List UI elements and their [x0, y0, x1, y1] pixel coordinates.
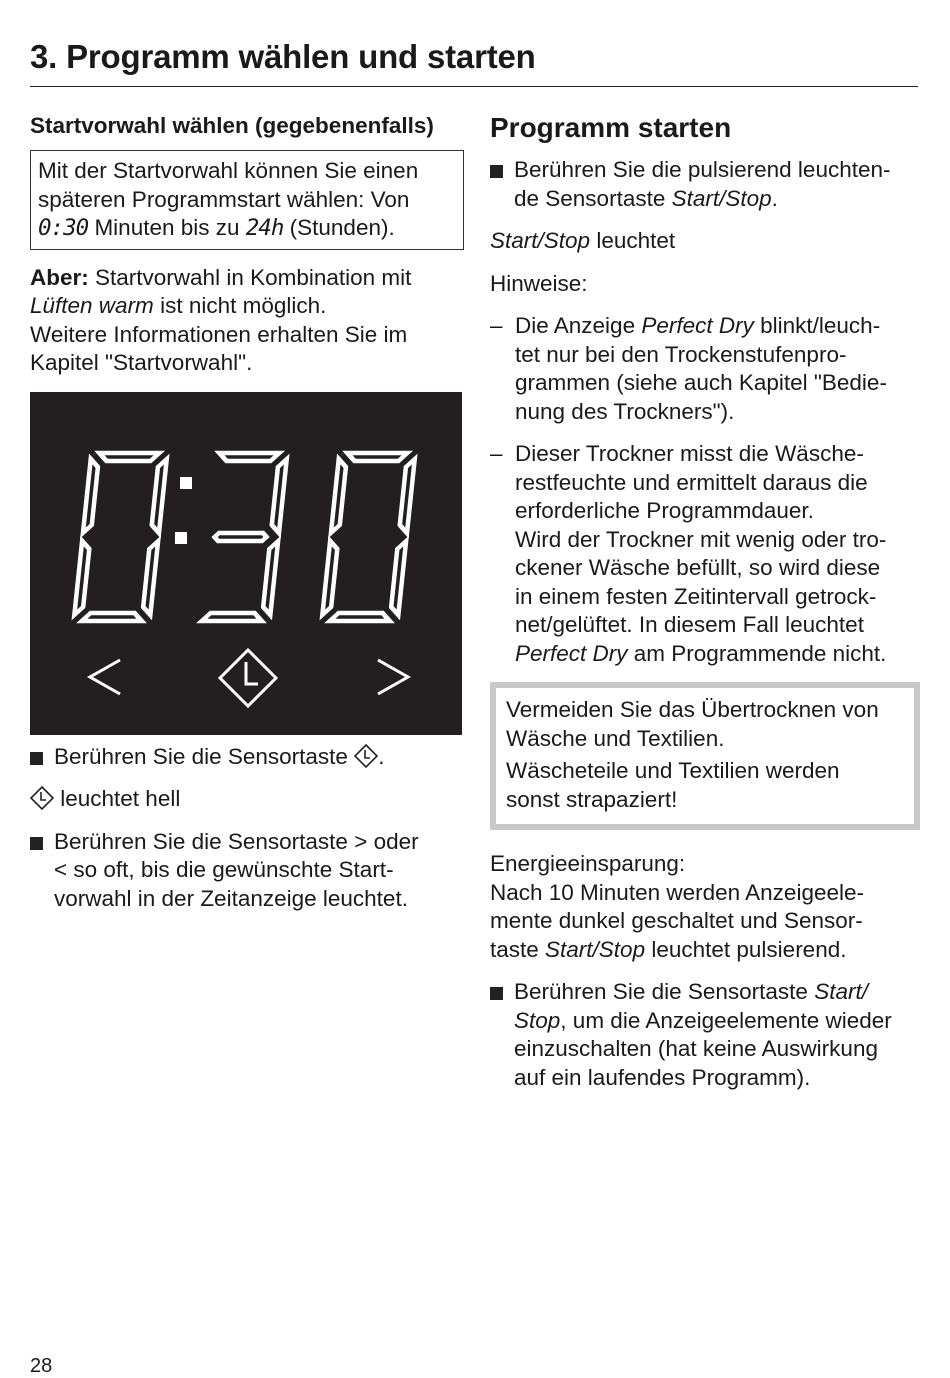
- text: Berühren Sie die Sensortaste: [514, 979, 815, 1004]
- text: in einem festen Zeitintervall getrock-: [515, 583, 877, 609]
- chevron-left-icon: [90, 660, 120, 694]
- control-panel-display: [30, 392, 462, 735]
- energy-paragraph: [490, 850, 920, 964]
- right-column: [490, 112, 920, 1106]
- bullet-square-icon: [490, 978, 514, 1092]
- instruction-bullet: [30, 743, 464, 772]
- text: Die Anzeige: [515, 313, 642, 338]
- info-line: Minuten bis zu: [88, 215, 246, 240]
- indicator-name: Perfect Dry: [641, 313, 754, 338]
- text: ckener Wäsche befüllt, so wird diese: [515, 555, 881, 580]
- text: nung des Trockners").: [515, 398, 735, 424]
- page-title: 3. Programm wählen und starten: [30, 38, 536, 75]
- greater-than-symbol: >: [354, 828, 368, 854]
- warning-text: [506, 696, 904, 753]
- text: ist nicht möglich.: [153, 293, 327, 318]
- text: sonst strapaziert!: [506, 786, 678, 812]
- text: Wäscheteile und Textilien werden: [506, 758, 840, 783]
- text: blinkt/leuch-: [753, 313, 881, 338]
- clock-diamond-icon: [30, 786, 54, 810]
- title-divider: [30, 86, 918, 87]
- text: Startvorwahl in Kombination mit: [88, 264, 412, 290]
- info-line: späteren Programmstart wählen: Von: [38, 186, 410, 212]
- clock-diamond-icon: [220, 650, 276, 706]
- sensor-key-name: Start/Stop: [490, 228, 591, 253]
- sensor-key-name: Start/: [814, 979, 868, 1004]
- text: Dieser Trockner misst die Wäsche-: [515, 441, 864, 466]
- note-item: [490, 312, 920, 426]
- info-line: (Stunden).: [283, 215, 395, 240]
- text: Wird der Trockner mit wenig oder tro-: [515, 526, 887, 552]
- display-colon-top: [180, 477, 192, 489]
- bullet-text: [514, 156, 891, 213]
- program-name: Lüften warm: [30, 293, 154, 318]
- text: vorwahl in der Zeitanzeige leuchtet.: [54, 885, 408, 911]
- less-than-symbol: <: [54, 857, 68, 882]
- note-text: [515, 312, 887, 426]
- bullet-square-icon: [30, 743, 54, 772]
- text: leuchtet: [590, 228, 676, 253]
- text: tet nur bei den Trockenstufenpro-: [515, 341, 847, 367]
- text: auf ein laufendes Programm).: [514, 1064, 811, 1090]
- text: oder: [367, 828, 419, 854]
- display-digit-0-second: [322, 453, 416, 621]
- text: so oft, bis die gewünschte Start-: [67, 857, 394, 882]
- text: am Programmende nicht.: [627, 640, 887, 666]
- note-item: [490, 440, 920, 668]
- display-digit-3: [202, 453, 288, 621]
- text: , um die Anzeigeelemente wieder: [560, 1007, 892, 1033]
- display-digit-0: [74, 453, 168, 621]
- sensor-key-name: Stop: [514, 1007, 561, 1033]
- note-text: [515, 440, 886, 668]
- clock-diamond-icon: [354, 744, 378, 768]
- text: Wäsche und Textilien.: [506, 725, 725, 751]
- text: Nach 10 Minuten werden Anzeigeele-: [490, 879, 864, 905]
- text: taste: [490, 936, 546, 962]
- instruction-bullet: [490, 156, 920, 213]
- warning-box: [490, 682, 920, 830]
- bullet-square-icon: [30, 828, 54, 914]
- text: Energieeinsparung:: [490, 851, 686, 876]
- hinweise-label: Hinweise:: [490, 270, 588, 296]
- aber-label: Aber:: [30, 264, 89, 290]
- dash-mark: –: [490, 441, 503, 466]
- chevron-right-icon: [378, 660, 408, 694]
- max-time-value: 24h: [245, 215, 284, 241]
- bullet-square-icon: [490, 156, 514, 213]
- info-line: Mit der Startvorwahl können Sie einen: [38, 158, 419, 183]
- text: net/gelüftet. In diesem Fall leuchtet: [515, 612, 864, 637]
- text: .: [378, 743, 385, 769]
- status-line: [490, 227, 920, 256]
- indicator-name: Perfect Dry: [515, 640, 628, 666]
- warning-text: [506, 757, 904, 814]
- bullet-text: [514, 978, 892, 1092]
- text: Berühren Sie die Sensortaste: [54, 743, 355, 769]
- instruction-bullet: [490, 978, 920, 1092]
- info-box: [30, 150, 464, 250]
- text: .: [771, 185, 778, 211]
- bullet-text: [54, 743, 384, 772]
- sensor-key-name: Start/Stop: [671, 185, 772, 211]
- section-heading-programm-starten: Programm starten: [490, 112, 732, 143]
- text: leuchtet hell: [54, 786, 181, 811]
- page-number: 28: [30, 1355, 53, 1377]
- min-time-value: 0:30: [38, 215, 89, 241]
- text: mente dunkel geschaltet und Sensor-: [490, 908, 863, 933]
- bullet-text: [54, 828, 419, 914]
- result-line: [30, 785, 464, 814]
- sensor-key-name: Start/Stop: [545, 936, 646, 962]
- text: leuchtet pulsierend.: [645, 936, 847, 962]
- text: de Sensortaste: [514, 185, 672, 211]
- text: grammen (siehe auch Kapitel "Bedie-: [515, 370, 887, 395]
- info-box-text: [38, 157, 456, 243]
- text: Kapitel "Startvorwahl".: [30, 350, 253, 375]
- aber-paragraph: [30, 264, 464, 378]
- instruction-bullet: [30, 828, 464, 914]
- text: Berühren Sie die pulsierend leuchten-: [514, 157, 891, 182]
- text: Vermeiden Sie das Übertrocknen von: [506, 697, 879, 722]
- text: erforderliche Programmdauer.: [515, 498, 814, 523]
- dash-mark: –: [490, 313, 503, 338]
- display-colon-bottom: [175, 532, 187, 544]
- left-column: [30, 112, 464, 927]
- text: Berühren Sie die Sensortaste: [54, 828, 355, 854]
- text: restfeuchte und ermittelt daraus die: [515, 469, 868, 495]
- text: Weitere Informationen erhalten Sie im: [30, 321, 408, 347]
- text: einzuschalten (hat keine Auswirkung: [514, 1036, 878, 1061]
- section-heading-startvorwahl: Startvorwahl wählen (gegebenenfalls): [30, 113, 434, 138]
